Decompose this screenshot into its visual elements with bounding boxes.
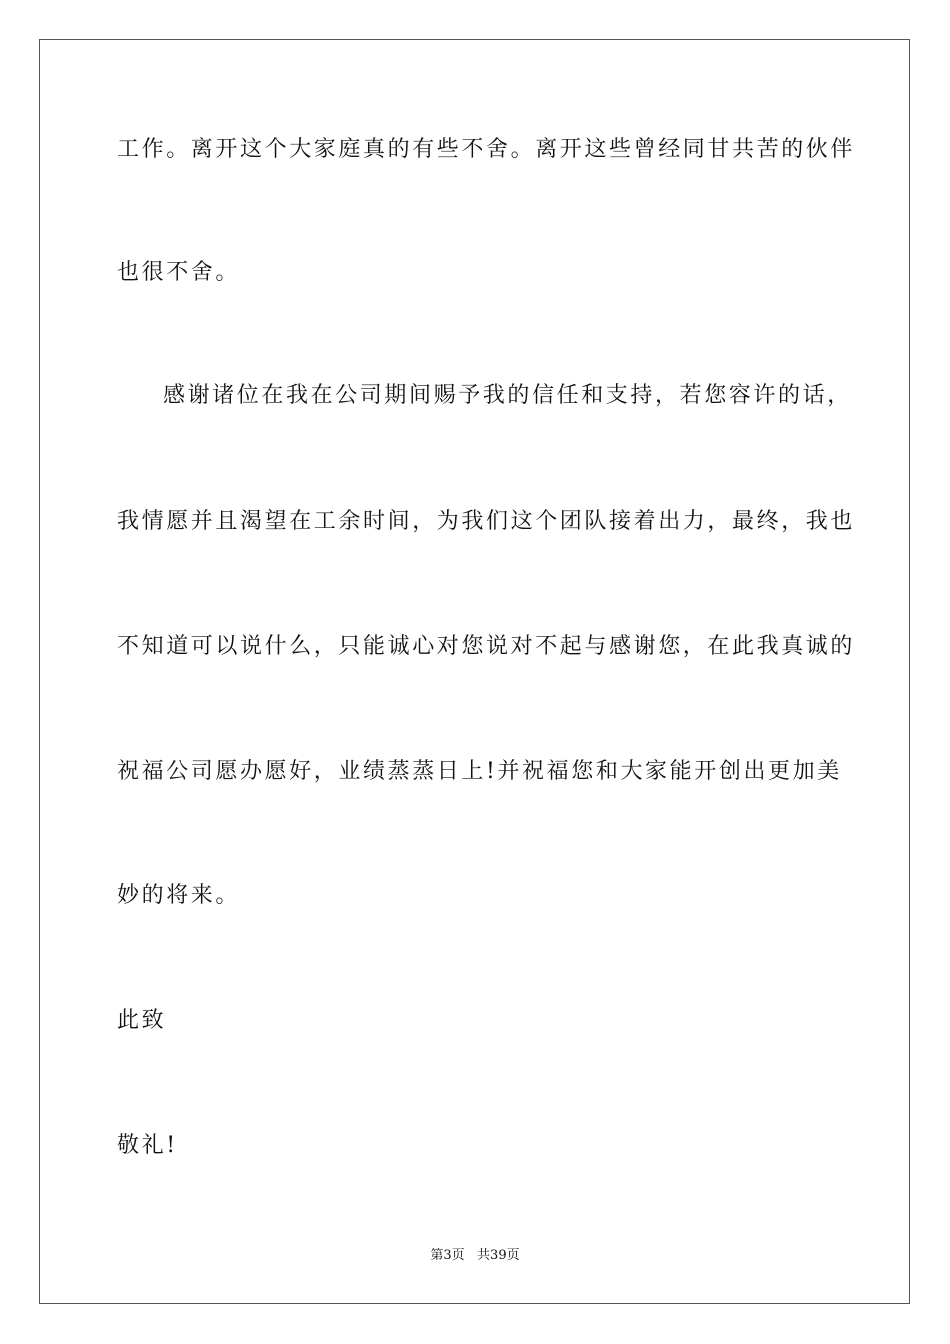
text-line: 祝福公司愿办愿好，业绩蒸蒸日上!并祝福您和大家能开创出更加美: [117, 759, 842, 784]
closing-regards: 敬礼!: [117, 1133, 178, 1158]
paragraph-start-line: 感谢诸位在我在公司期间赐予我的信任和支持，若您容许的话，: [163, 383, 852, 408]
text-line: 我情愿并且渴望在工余时间，为我们这个团队接着出力，最终，我也: [117, 509, 856, 534]
text-line: 不知道可以说什么，只能诚心对您说对不起与感谢您，在此我真诚的: [117, 634, 856, 659]
page-border: [39, 39, 910, 1304]
text-line: 也很不舍。: [117, 260, 241, 285]
closing-salutation: 此致: [117, 1008, 167, 1033]
text-line: 妙的将来。: [117, 883, 241, 908]
text-line: 工作。离开这个大家庭真的有些不舍。离开这些曾经同甘共苦的伙伴: [117, 137, 856, 162]
page-number: 第3页 共39页: [430, 1248, 520, 1263]
